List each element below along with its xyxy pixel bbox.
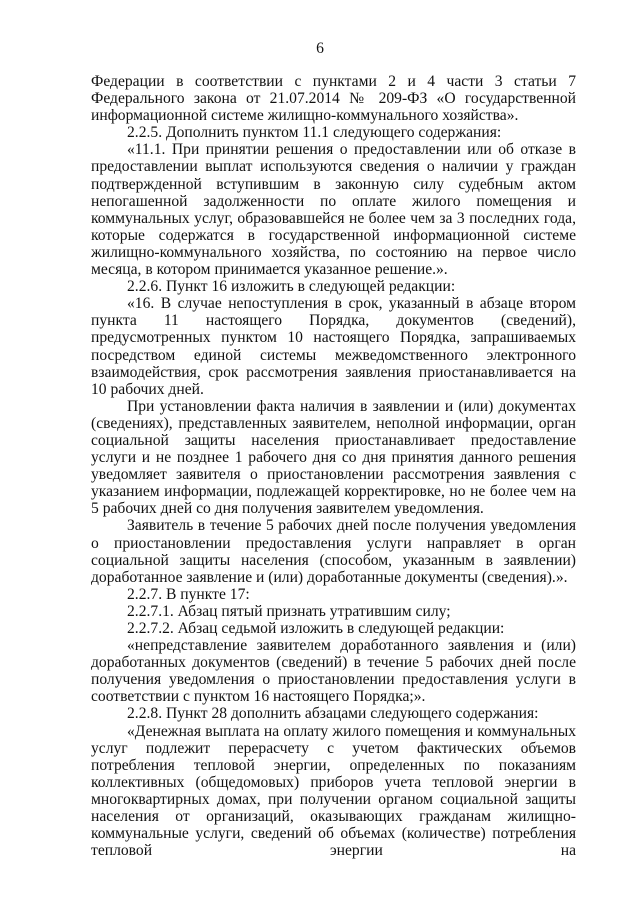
paragraph-2-2-7: 2.2.7. В пункте 17: — [127, 585, 250, 603]
paragraph-2-2-6: 2.2.6. Пункт 16 изложить в следующей редакции: — [127, 278, 456, 296]
paragraph-2-2-7-1: 2.2.7.1. Абзац пятый признать утратившим силу; — [127, 602, 451, 620]
paragraph-clause-16: «16. В случае непоступления в срок, указанный в абзаце втором пункта 11 настоящего Порядка, документов (сведений), предусмотренных пунктом 10 настоящего Порядка, запрашиваемых посредством единой системы межведомственного электронного взаимодействия, срок рассмотрения заявления приостанавливается на 10 рабочих дней. — [91, 295, 576, 398]
paragraph-recalculation: «Денежная выплата на оплату жилого помещения и коммунальных услуг подлежит перерасчету с учетом фактических объемов потребления тепловой энергии, определенных по показаниям коллективных (общедомовых) приборов учета тепловой энергии в многоквартирных домах, при получении органом социальной защиты населения от организаций, оказывающих гражданам жилищно-коммунальные услуги, сведений об объемах (количестве) потребления тепловой энергии на — [91, 722, 576, 860]
page-number: 6 — [316, 40, 324, 57]
paragraph-2-2-5: 2.2.5. Дополнить пунктом 11.1 следующего содержания: — [127, 124, 502, 142]
paragraph-applicant-deadline: Заявитель в течение 5 рабочих дней после получения уведомления о приостановлении предоставления услуги направляет в орган социальной защиты населения (способом, указанным в заявлении) доработанное заявление и (или) доработанные документы (сведения).». — [91, 517, 576, 586]
paragraph-clause-11-1: «11.1. При принятии решения о предоставлении или об отказе в предоставлении выплат используются сведения о наличии у граждан подтвержденной вступившим в законную силу судебным актом непогашенной задолженности по оплате жилого помещения и коммунальных услуг, образовавшейся не более чем за 3 последних года, которые содержатся в государственной информационной системе жилищно-коммунального хозяйства, по состоянию на первое число месяца, в котором принимается указанное решение.». — [91, 141, 576, 279]
paragraph-2-2-7-2: 2.2.7.2. Абзац седьмой изложить в следующей редакции: — [127, 620, 505, 637]
paragraph-non-submission: «непредставление заявителем доработанного заявления и (или) доработанных документов (сведений) в течение 5 рабочих дней после получения уведомления о приостановлении предоставления услуги в соответствии с пунктом 16 настоящего Порядка;». — [91, 637, 576, 706]
paragraph-incomplete-information: При установлении факта наличия в заявлении и (или) документах (сведениях), представленных заявителем, неполной информации, орган социальной защиты населения приостанавливает предоставление услуги и не позднее 1 рабочего дня со дня принятия данного решения уведомляет заявителя о приостановлении рассмотрения заявления с указанием информации, подлежащей корректировке, но не более чем на 5 рабочих дней со дня получения заявителем уведомления. — [91, 397, 576, 518]
paragraph-law-reference: Федерации в соответствии с пунктами 2 и 4 части 3 статьи 7 Федерального закона от 21.07.2014 № 209-ФЗ «О государственной информационной системе жилищно-коммунального хозяйства». — [91, 73, 576, 125]
document-body — [91, 73, 576, 859]
paragraph-2-2-8: 2.2.8. Пункт 28 дополнить абзацами следующего содержания: — [127, 705, 539, 723]
